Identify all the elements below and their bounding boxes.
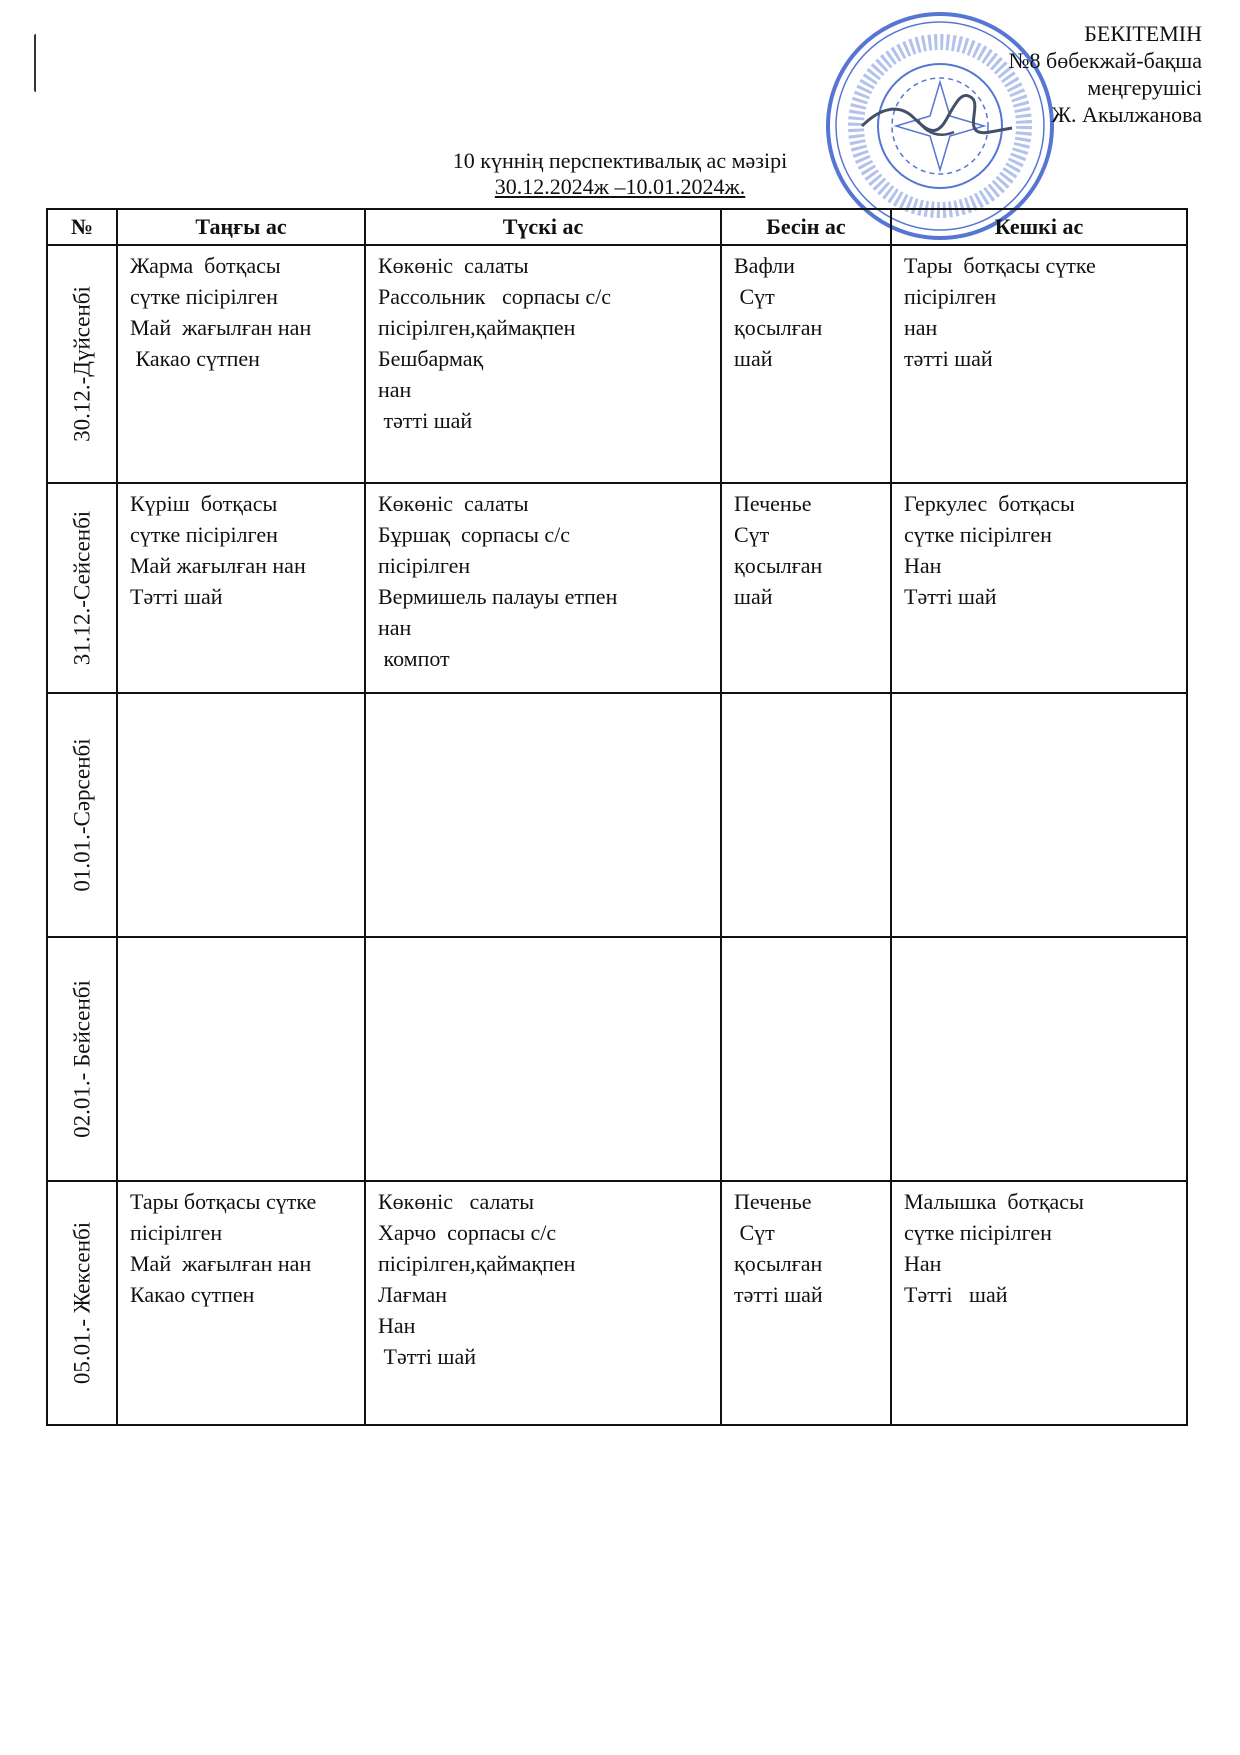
dish-line: Вафли bbox=[734, 253, 795, 278]
dish-line: пісірілген,қаймақпен bbox=[378, 315, 576, 340]
dish-line: пісірілген bbox=[378, 553, 471, 578]
dish-line: Тәтті шай bbox=[378, 1344, 477, 1369]
dish-line: Бешбармақ bbox=[378, 346, 484, 371]
dish-line: компот bbox=[378, 646, 450, 671]
dish-line: сүтке пісірілген bbox=[130, 284, 278, 309]
dish-line: Тәтті шай bbox=[904, 1282, 1008, 1307]
dish-line: шай bbox=[734, 346, 773, 371]
dish-line: нан bbox=[378, 377, 412, 402]
day-cell bbox=[47, 693, 117, 937]
menu-table bbox=[46, 208, 1188, 1426]
breakfast-cell bbox=[117, 483, 365, 693]
dinner-cell bbox=[891, 1181, 1187, 1425]
dinner-cell bbox=[891, 245, 1187, 483]
dish-line: пісірілген bbox=[130, 1220, 223, 1245]
title-line: 10 күннің перспективалық ас мәзірі bbox=[452, 148, 788, 173]
dish-line: Тары ботқасы сүтке bbox=[904, 253, 1096, 278]
day-label: 01.01.-Сәрсенбі bbox=[69, 738, 95, 892]
dish-line: Печенье bbox=[734, 1189, 812, 1214]
header-number: № bbox=[47, 209, 117, 245]
dish-line: Май жағылған нан bbox=[130, 315, 312, 340]
dish-line: Нан bbox=[378, 1313, 416, 1338]
snack-cell bbox=[721, 483, 891, 693]
dish-line: пісірілген,қаймақпен bbox=[378, 1251, 576, 1276]
document-title bbox=[300, 148, 940, 200]
header-dinner: Кешкі ас bbox=[891, 209, 1187, 245]
dish-line: Май жағылған нан bbox=[130, 1251, 312, 1276]
approval-block bbox=[902, 20, 1202, 128]
dish-line: Какао сүтпен bbox=[130, 346, 260, 371]
title-period: 30.12.2024ж –10.01.2024ж. bbox=[494, 174, 746, 199]
breakfast-cell bbox=[117, 693, 365, 937]
snack-cell bbox=[721, 693, 891, 937]
dish-line: шай bbox=[734, 584, 773, 609]
day-cell bbox=[47, 245, 117, 483]
dish-line: Жарма ботқасы bbox=[130, 253, 281, 278]
day-cell bbox=[47, 483, 117, 693]
dish-line: пісірілген bbox=[904, 284, 997, 309]
header-breakfast: Таңғы ас bbox=[117, 209, 365, 245]
day-cell bbox=[47, 937, 117, 1181]
dish-line: Бұршақ сорпасы с/с bbox=[378, 522, 571, 547]
margin-mark bbox=[34, 34, 40, 92]
dish-line: Көкөніс салаты bbox=[378, 491, 529, 516]
dinner-cell bbox=[891, 693, 1187, 937]
dish-line: Көкөніс салаты bbox=[378, 253, 529, 278]
approval-heading: БЕКІТЕМІН bbox=[1084, 21, 1202, 46]
table-row bbox=[47, 483, 1187, 693]
dish-line: Печенье bbox=[734, 491, 812, 516]
approval-position: меңгерушісі bbox=[1087, 75, 1202, 100]
snack-cell bbox=[721, 937, 891, 1181]
table-header-row bbox=[47, 209, 1187, 245]
snack-cell bbox=[721, 1181, 891, 1425]
dish-line: Күріш ботқасы bbox=[130, 491, 278, 516]
dish-line: Малышка ботқасы bbox=[904, 1189, 1084, 1214]
breakfast-cell bbox=[117, 1181, 365, 1425]
header-snack: Бесін ас bbox=[721, 209, 891, 245]
table-row bbox=[47, 693, 1187, 937]
table-row bbox=[47, 245, 1187, 483]
dish-line: Вермишель палауы етпен bbox=[378, 584, 618, 609]
dish-line: Тәтті шай bbox=[904, 584, 997, 609]
dish-line: қосылған bbox=[734, 553, 823, 578]
dinner-cell bbox=[891, 483, 1187, 693]
dish-line: сүтке пісірілген bbox=[130, 522, 278, 547]
day-cell bbox=[47, 1181, 117, 1425]
dish-line: сүтке пісірілген bbox=[904, 522, 1052, 547]
dish-line: Тәтті шай bbox=[130, 584, 223, 609]
dish-line: тәтті шай bbox=[904, 346, 993, 371]
dish-line: Көкөніс салаты bbox=[378, 1189, 535, 1214]
breakfast-cell bbox=[117, 937, 365, 1181]
snack-cell bbox=[721, 245, 891, 483]
approval-institution: №8 бөбекжай-бақша bbox=[1008, 48, 1202, 73]
dish-line: сүтке пісірілген bbox=[904, 1220, 1052, 1245]
day-label: 31.12.-Сейсенбі bbox=[69, 510, 95, 666]
dish-line: тәтті шай bbox=[378, 408, 473, 433]
table-row bbox=[47, 1181, 1187, 1425]
dish-line: Май жағылған нан bbox=[130, 553, 306, 578]
dish-line: Нан bbox=[904, 1251, 942, 1276]
dish-line: Сүт bbox=[734, 522, 770, 547]
menu-body bbox=[47, 245, 1187, 1425]
dish-line: Рассольник сорпасы с/с bbox=[378, 284, 611, 309]
lunch-cell bbox=[365, 937, 721, 1181]
dish-line: Геркулес ботқасы bbox=[904, 491, 1075, 516]
dish-line: Тары ботқасы сүтке bbox=[130, 1189, 317, 1214]
dish-line: нан bbox=[904, 315, 938, 340]
dish-line: Сүт bbox=[734, 284, 775, 309]
breakfast-cell bbox=[117, 245, 365, 483]
dish-line: қосылған bbox=[734, 315, 823, 340]
lunch-cell bbox=[365, 245, 721, 483]
lunch-cell bbox=[365, 483, 721, 693]
day-label: 02.01.- Бейсенбі bbox=[69, 980, 95, 1138]
day-label: 30.12.-Дүйсенбі bbox=[69, 286, 95, 442]
dish-line: Лағман bbox=[378, 1282, 448, 1307]
dinner-cell bbox=[891, 937, 1187, 1181]
dish-line: қосылған bbox=[734, 1251, 823, 1276]
header-lunch: Түскі ас bbox=[365, 209, 721, 245]
dish-line: нан bbox=[378, 615, 412, 640]
day-label: 05.01.- Жексенбі bbox=[69, 1221, 95, 1385]
dish-line: Харчо сорпасы с/с bbox=[378, 1220, 557, 1245]
dish-line: Нан bbox=[904, 553, 942, 578]
lunch-cell bbox=[365, 693, 721, 937]
approval-signer: Ж. Акылжанова bbox=[1051, 102, 1202, 127]
lunch-cell bbox=[365, 1181, 721, 1425]
dish-line: Какао сүтпен bbox=[130, 1282, 255, 1307]
table-row bbox=[47, 937, 1187, 1181]
dish-line: тәтті шай bbox=[734, 1282, 823, 1307]
dish-line: Сүт bbox=[734, 1220, 775, 1245]
